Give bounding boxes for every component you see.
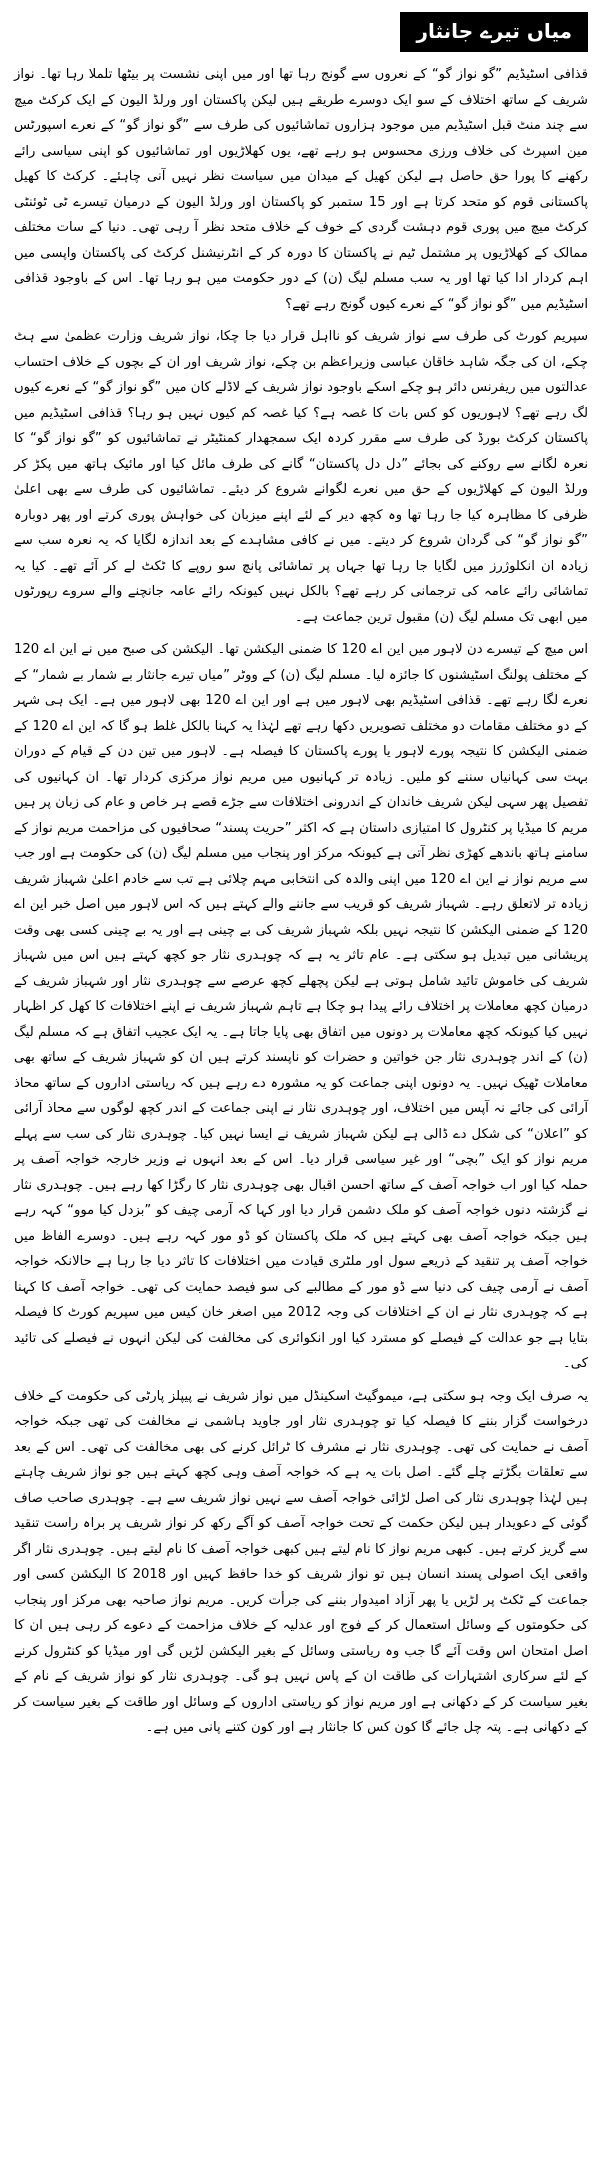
title-bar	[14, 12, 588, 52]
article-paragraph-4: یہ صرف ایک وجہ ہو سکتی ہے، میموگیٹ اسکینڈل میں نواز شریف نے پیپلز پارٹی کی حکومت کے خلاف درخواست گزار بننے کا فیصلہ کیا تو چوہدری نثار اور جاوید ہاشمی نے مخالفت کی تھی جبکہ خواجہ آصف نے حمایت کی تھی۔ چوہدری نثار نے مشرف کا ٹرائل کرنے کی بھی مخالفت کی تھی۔ اس کے بعد سے تعلقات بگڑتے چلے گئے۔ اصل بات یہ ہے کہ خواجہ آصف وہی کچھ کہتے ہیں جو نواز شریف چاہتے ہیں لہٰذا چوہدری نثار کی اصل لڑائی خواجہ آصف سے نہیں نواز شریف سے ہے۔ چوہدری صاحب صاف گوئی کے دعویدار ہیں لیکن حکمت کے تحت خواجہ آصف کو آگے رکھ کر نواز شریف پر براہ راست تنقید سے گریز کرتے ہیں۔ کبھی مریم نواز کا نام لیتے ہیں کبھی خواجہ آصف کا نام لیتے ہیں۔ چوہدری نثار اگر واقعی ایک اصولی پسند انسان ہیں تو نواز شریف کو خدا حافظ کہیں اور 2018 کا الیکشن کسی اور جماعت کے ٹکٹ پر لڑیں یا پھر آزاد امیدوار بننے کی جرأت کریں۔ مریم نواز صاحبہ بھی مرکز اور پنجاب کی حکومتوں کے وسائل استعمال کر کے فوج اور عدلیہ کے خلاف مزاحمت کے دعوے کر رہی ہیں ان کا اصل امتحان اس وقت آئے گا جب وہ ریاستی وسائل کے بغیر الیکشن لڑیں گی اور میڈیا کو کنٹرول کرنے کے لئے سرکاری اشتہارات کی طاقت ان کے پاس نہیں ہو گی۔ چوہدری نثار کو نواز شریف کے نام کے بغیر سیاست کر کے دکھانی ہے اور مریم نواز کو ریاستی اداروں کے وسائل اور طاقت کے بغیر سیاست کر کے دکھانی ہے۔ پتہ چل جائے گا کون کس کا جانثار ہے اور کون کتنے پانی میں ہے۔	[14, 1388, 588, 1735]
article-body	[14, 62, 588, 1741]
article-paragraph-1: قذافی اسٹیڈیم ”گو نواز گو“ کے نعروں سے گونج رہا تھا اور میں اپنی نشست پر بیٹھا تلملا رہا تھا۔ نواز شریف کے ساتھ اختلاف کے سو ایک دوسرے طریقے ہیں لیکن پاکستان اور ورلڈ الیون کے ایک کرکٹ میچ سے چند منٹ قبل اسٹیڈیم میں موجود ہزاروں تماشائیوں کی طرف سے ”گو نواز گو“ کے نعرے اسپورٹس مین اسپرٹ کی خلاف ورزی محسوس ہو رہے تھے، یوں کھلاڑیوں اور تماشائیوں کو اپنی سیاسی رائے رکھنے کا پورا حق حاصل ہے لیکن کھیل کے میدان میں سیاست نظر نہیں آنی چاہئے۔ کرکٹ کا کھیل پاکستانی قوم کو متحد کرتا ہے اور 15 ستمبر کو پاکستان اور ورلڈ الیون کے درمیان تیسرے ٹی ٹوئنٹی کرکٹ میچ میں پوری قوم دہشت گردی کے خوف کے خلاف متحد نظر آ رہی تھی۔ دنیا کے سات مختلف ممالک کے کھلاڑیوں پر مشتمل ٹیم نے پاکستان کا دورہ کر کے انٹرنیشنل کرکٹ کی پاکستان واپسی میں اہم کردار ادا کیا تھا اور یہ سب مسلم لیگ (ن) کے دور حکومت میں ہو رہا تھا۔ اس کے باوجود قذافی اسٹیڈیم میں ”گو نواز گو“ کے نعرے کیوں گونج رہے تھے؟	[14, 67, 589, 312]
article-title: میاں تیرے جانثار	[400, 12, 588, 52]
article-paragraph-2: سپریم کورٹ کی طرف سے نواز شریف کو نااہل قرار دیا جا چکا، نواز شریف وزارت عظمیٰ سے ہٹ چکے، ان کی جگہ شاہد خاقان عباسی وزیراعظم بن چکے، نواز شریف اور ان کے بچوں کے خلاف احتساب عدالتوں میں ریفرنس دائر ہو چکے اسکے باوجود نواز شریف کے لاڈلے کان میں ”گو نواز گو“ کے نعرے کیوں لگ رہے تھے؟ لاہوریوں کو کس بات کا غصہ ہے؟ کیا غصہ کم کیوں نہیں ہو رہا؟ قذافی اسٹیڈیم میں پاکستان کرکٹ بورڈ کی طرف سے مقرر کردہ ایک سمجھدار کمنٹیٹر نے تماشائیوں کو ”گو نواز گو“ کا نعرہ لگانے سے روکنے کی بجائے ”دل دل پاکستان“ گانے کی طرف مائل کیا اور مائیک ہاتھ میں پکڑ کر ورلڈ الیون کے کھلاڑیوں کے حق میں نعرے لگوانے شروع کر دیئے۔ تماشائیوں کی طرف سے بھی اعلیٰ ظرفی کا مظاہرہ کیا جا رہا تھا وہ کچھ دیر کے لئے اپنے میزبان کی خواہش پوری کرتے اور پھر دوبارہ ”گو نواز گو“ کی گردان شروع کر دیتے۔ میں نے کافی مشاہدے کے بعد اندازہ لگایا کہ یہ نعرہ سب سے زیادہ ان انکلوژرز میں لگایا جا رہا تھا جہاں پر تماشائی پانچ سو روپے کا ٹکٹ لے کر آئے تھے۔ کیا یہ تماشائی رائے عامہ کی ترجمانی کر رہے تھے؟ بالکل نہیں کیونکہ رائے عامہ جانچنے والے سروے رپورٹوں میں ابھی تک مسلم لیگ (ن) مقبول ترین جماعت ہے۔	[14, 329, 588, 625]
article-paragraph-3: اس میچ کے تیسرے دن لاہور میں این اے 120 کا ضمنی الیکشن تھا۔ الیکشن کی صبح میں نے این اے 120 کے مختلف پولنگ اسٹیشنوں کا جائزہ لیا۔ مسلم لیگ (ن) کے ووٹر ”میاں تیرے جانثار بے شمار بے شمار“ کے نعرے لگا رہے تھے۔ قذافی اسٹیڈیم بھی لاہور میں ہے اور این اے 120 بھی لاہور میں ہے۔ ایک ہی شہر کے دو مختلف مقامات دو مختلف تصویریں دکھا رہے تھے لہٰذا یہ کہنا بالکل غلط ہو گا کہ این اے 120 کے ضمنی الیکشن کا نتیجہ پورے لاہور یا پورے پاکستان کا فیصلہ ہے۔ لاہور میں تین دن کے قیام کے دوران بہت سی کہانیاں سننے کو ملیں۔ زیادہ تر کہانیوں میں مریم نواز مرکزی کردار تھا۔ ان کہانیوں کی تفصیل پھر سہی لیکن شریف خاندان کے اندرونی اختلافات سے جڑے قصے ہر خاص و عام کی زبان پر ہیں مریم کا میڈیا پر کنٹرول کا امتیازی داستان ہے کہ اکثر ”حریت پسند“ صحافیوں کی مزاحمت مریم نواز کے سامنے ہاتھ باندھے کھڑی نظر آتی ہے کیونکہ مرکز اور پنجاب میں مسلم لیگ (ن) کی حکومت ہے اور جب سے مریم نواز نے این اے 120 میں اپنی والدہ کی انتخابی مہم چلائی ہے تب سے خادم اعلیٰ شہباز شریف زیادہ تر لاتعلق رہے۔ شہباز شریف کو قریب سے جاننے والے کہتے ہیں کہ اس لاہور میں اصل خبر این اے 120 کے ضمنی الیکشن کا نتیجہ نہیں بلکہ شہباز شریف کی بے چینی ہے اور یہ بے چینی کسی بھی وقت پریشانی میں تبدیل ہو سکتی ہے۔ عام تاثر یہ ہے کہ چوہدری نثار جو کچھ کہتے ہیں اس میں شہباز شریف کی خاموش تائید شامل ہوتی ہے لیکن پچھلے کچھ عرصے سے چوہدری نثار اور شہباز شریف کے درمیان کچھ معاملات پر اختلاف رائے پیدا ہو چکا ہے تاہم شہباز شریف نے اپنے اختلافات کا کھل کر اظہار نہیں کیا کیونکہ کچھ معاملات پر دونوں میں اتفاق بھی پایا جاتا ہے۔ یہ ایک عجیب اتفاق ہے کہ مسلم لیگ (ن) کے اندر چوہدری نثار جن خواتین و حضرات کو ناپسند کرتے ہیں ان کو شہباز شریف کے ساتھ بھی معاملات ٹھیک نہیں۔ یہ دونوں اپنی جماعت کو یہ مشورہ دے رہے ہیں کہ ریاستی اداروں کے ساتھ محاذ آرائی کی جائے نہ آپس میں اختلاف، اور چوہدری نثار نے اپنی جماعت کے اندر کچھ لوگوں سے محاذ آرائی کو ”اعلان“ کی شکل دے ڈالی ہے لیکن شہباز شریف نے ایسا نہیں کیا۔ چوہدری نثار کی سب سے پہلے مریم نواز کو ایک ”بچی“ اور غیر سیاسی قرار دیا۔ اس کے بعد انہوں نے وزیر خارجہ خواجہ آصف پر حملہ کیا اور اب خواجہ آصف کے ساتھ احسن اقبال بھی چوہدری نثار کا رگڑا کھا رہے ہیں۔ چوہدری نثار نے گزشتہ دنوں خواجہ آصف کو ملک دشمن قرار دیا اور کہا کہ آرمی چیف کو ”بزدل کیا موو“ کہہ رہے ہیں جبکہ خواجہ آصف بھی کہتے ہیں کہ ملک پاکستان کو ڈو مور کہہ رہے ہیں۔ دوسرے الفاظ میں خواجہ آصف پر تنقید کے ذریعے سول اور ملٹری قیادت میں اختلافات کا تاثر دیا جا رہا ہے حالانکہ خواجہ آصف نے آرمی چیف کی دنیا سے ڈو مور کے مطالبے کی سو فیصد حمایت کی تھی۔ خواجہ آصف کا کہنا ہے کہ چوہدری نثار نے ان کے اختلافات کی وجہ 2012 میں اصغر خان کیس میں سپریم کورٹ کا فیصلہ بتایا ہے جو عدالت کے فیصلے کو مسترد کیا اور انکوائری کی مخالفت کی لیکن انہوں نے فیصلے کی تائید کی۔	[14, 642, 589, 1371]
